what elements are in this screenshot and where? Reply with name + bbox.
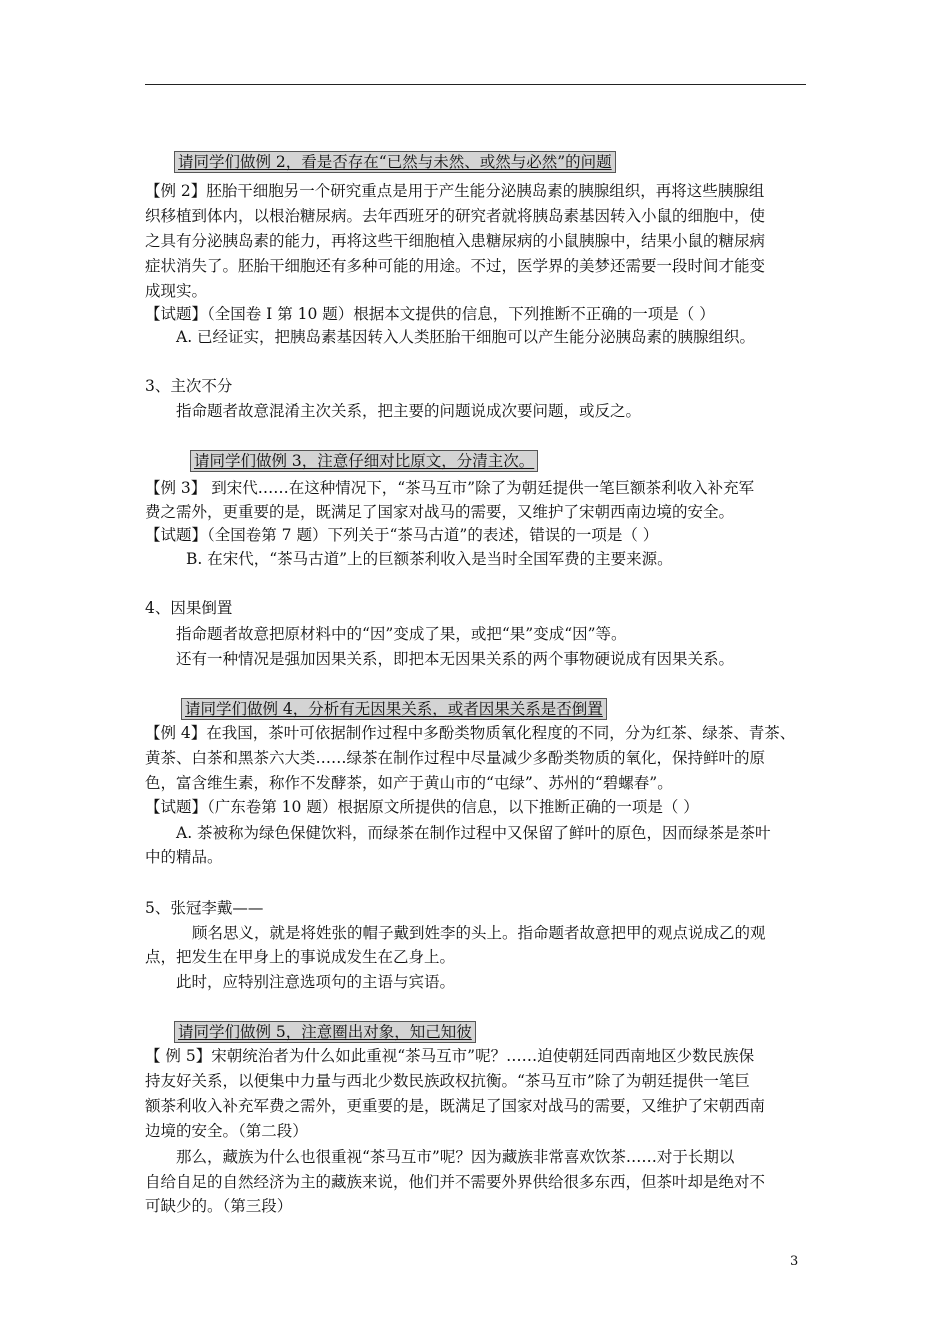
example-2-line: 【例 2】胚胎干细胞另一个研究重点是用于产生能分泌胰岛素的胰腺组织，再将这些胰腺组 bbox=[145, 182, 765, 200]
example-2-line: 症状消失了。胚胎干细胞还有多种可能的用途。不过，医学界的美梦还需要一段时间才能变 bbox=[145, 257, 766, 275]
section-5-description: 此时，应特别注意选项句的主语与宾语。 bbox=[176, 973, 456, 991]
example-5-banner: 请同学们做例 5，注意圈出对象，知己知彼 bbox=[174, 1021, 476, 1043]
example-4-option-continued: 中的精品。 bbox=[145, 848, 223, 866]
example-3-banner: 请同学们做例 3，注意仔细对比原文，分清主次。 bbox=[190, 450, 538, 472]
example-3-line: 费之需外，更重要的是，既满足了国家对战马的需要，又维护了宋朝西南边境的安全。 bbox=[145, 503, 735, 521]
example-2-banner: 请同学们做例 2，看是否存在“已然与未然、或然与必然”的问题 bbox=[174, 151, 616, 173]
section-3-description: 指命题者故意混淆主次关系，把主要的问题说成次要问题，或反之。 bbox=[176, 402, 642, 420]
header-rule bbox=[145, 84, 806, 85]
example-5-line: 额茶利收入补充军费之需外，更重要的是，既满足了国家对战马的需要，又维护了宋朝西南 bbox=[145, 1097, 766, 1115]
example-5-line: 【 例 5】宋朝统治者为什么如此重视“茶马互市”呢？……迫使朝廷同西南地区少数民族保 bbox=[145, 1047, 755, 1065]
example-4-line: 【例 4】在我国，茶叶可依据制作过程中多酚类物质氧化程度的不同，分为红茶、绿茶、青茶、 bbox=[145, 724, 796, 742]
example-4-line: 色，富含维生素，称作不发酵茶，如产于黄山市的“屯绿”、苏州的“碧螺春”。 bbox=[145, 774, 673, 792]
example-5-paragraph-2: 那么，藏族为什么也很重视“茶马互市”呢？因为藏族非常喜欢饮茶……对于长期以 bbox=[176, 1148, 735, 1166]
example-3-option: B. 在宋代，“茶马古道”上的巨额茶利收入是当时全国军费的主要来源。 bbox=[186, 550, 673, 568]
example-4-option: A. 茶被称为绿色保健饮料，而绿茶在制作过程中又保留了鲜叶的原色，因而绿茶是茶叶 bbox=[176, 824, 771, 842]
example-5-paragraph-2: 可缺少的。（第三段） bbox=[145, 1197, 293, 1215]
example-4-question: 【试题】（广东卷第 10 题）根据原文所提供的信息，以下推断正确的一项是（ ） bbox=[145, 798, 699, 816]
example-2-line: 织移植到体内，以根治糖尿病。去年西班牙的研究者就将胰岛素基因转入小鼠的细胞中，使 bbox=[145, 207, 766, 225]
example-4-banner: 请同学们做例 4，分析有无因果关系，或者因果关系是否倒置 bbox=[181, 698, 607, 720]
section-5-description: 顾名思义，就是将姓张的帽子戴到姓李的头上。指命题者故意把甲的观点说成乙的观 bbox=[192, 924, 766, 942]
example-5-line: 持友好关系，以便集中力量与西北少数民族政权抗衡。“茶马互市”除了为朝廷提供一笔巨 bbox=[145, 1072, 750, 1090]
section-5-heading: 5、张冠李戴—— bbox=[145, 899, 264, 917]
example-2-option: A. 已经证实，把胰岛素基因转入人类胚胎干细胞可以产生能分泌胰岛素的胰腺组织。 bbox=[176, 328, 756, 346]
section-4-heading: 4、因果倒置 bbox=[145, 599, 233, 617]
example-2-question: 【试题】（全国卷 I 第 10 题）根据本文提供的信息，下列推断不正确的一项是（ ） bbox=[145, 305, 715, 323]
example-3-question: 【试题】（全国卷第 7 题）下列关于“茶马古道”的表述，错误的一项是（ ） bbox=[145, 526, 659, 544]
example-3-line: 【例 3】 到宋代……在这种情况下，“茶马互市”除了为朝廷提供一笔巨额茶利收入补充军 bbox=[145, 479, 755, 497]
page-number: 3 bbox=[790, 1254, 799, 1269]
section-4-description: 还有一种情况是强加因果关系，即把本无因果关系的两个事物硬说成有因果关系。 bbox=[176, 650, 735, 668]
example-2-line: 之具有分泌胰岛素的能力，再将这些干细胞植入患糖尿病的小鼠胰腺中，结果小鼠的糖尿病 bbox=[145, 232, 766, 250]
example-5-paragraph-2: 自给自足的自然经济为主的藏族来说，他们并不需要外界供给很多东西，但茶叶却是绝对不 bbox=[145, 1173, 766, 1191]
example-5-line: 边境的安全。（第二段） bbox=[145, 1122, 308, 1140]
example-4-line: 黄茶、白茶和黑茶六大类……绿茶在制作过程中尽量减少多酚类物质的氧化，保持鲜叶的原 bbox=[145, 749, 766, 767]
section-4-description: 指命题者故意把原材料中的“因”变成了果，或把“果”变成“因”等。 bbox=[176, 625, 627, 643]
example-2-line: 成现实。 bbox=[145, 282, 208, 300]
section-5-description: 点，把发生在甲身上的事说成发生在乙身上。 bbox=[145, 948, 456, 966]
section-3-heading: 3、主次不分 bbox=[145, 377, 233, 395]
